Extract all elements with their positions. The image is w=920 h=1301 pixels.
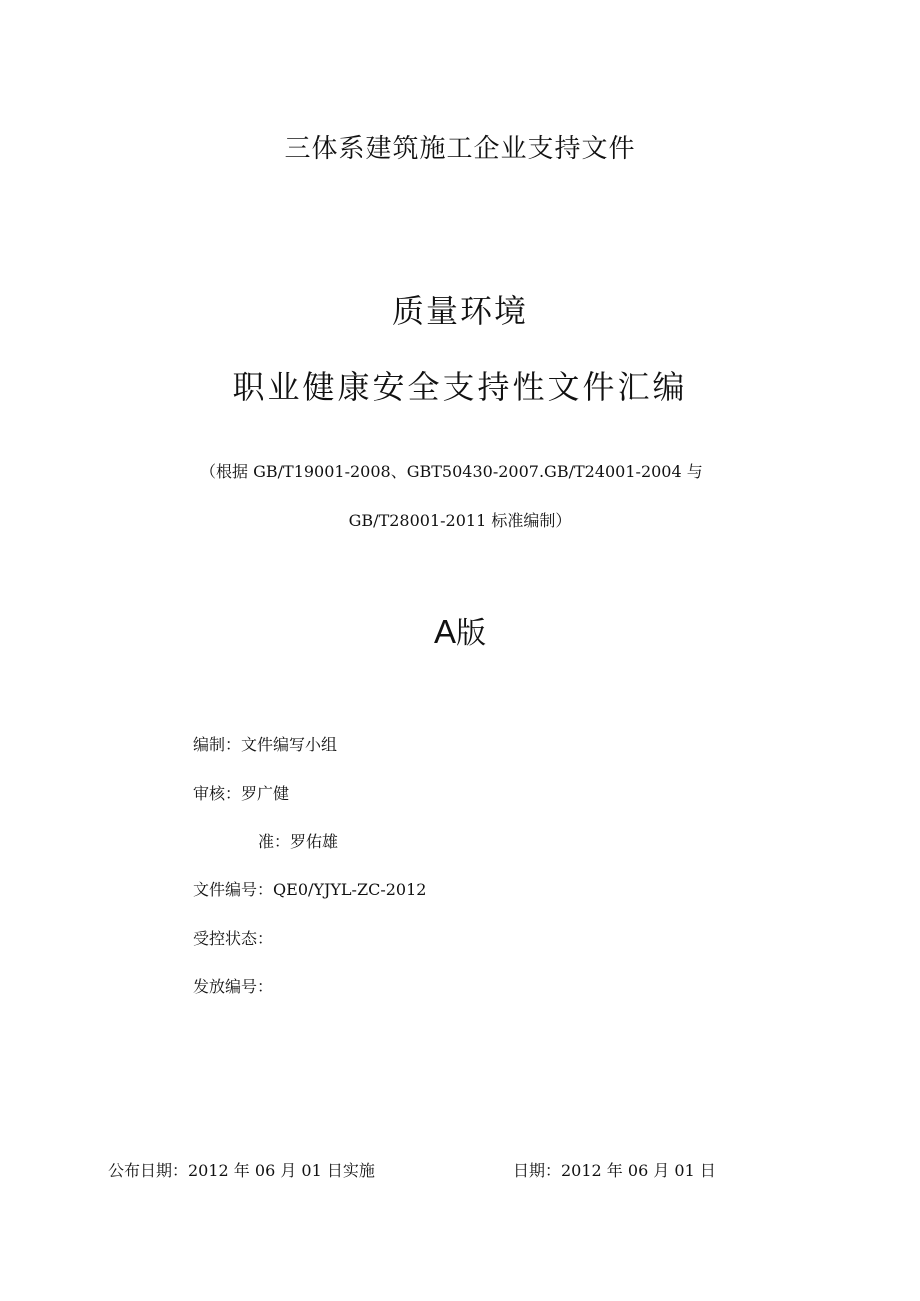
document-number-label: 文件编号： [193,880,274,899]
edition-label [0,608,920,652]
compile-row [193,732,337,755]
document-title-line1: 质量环境 [391,292,528,330]
edition-suffix: 版 [456,616,486,651]
standards-note-line1: （根据 GB/T19001-2008、GBT50430-2007.GB/T24001-2004 与 [200,462,703,481]
approve-value: 罗佑雄 [290,832,339,851]
control-status-label: 受控状态： [193,929,274,948]
edition-letter: A [433,613,456,650]
document-title-line2: 职业健康安全支持性文件汇编 [232,368,688,406]
review-row [193,781,289,804]
publish-date: 公布日期：2012 年 06 月 01 日实施 [108,1161,375,1180]
standards-note-line2: GB/T28001-2011 标准编制） [348,511,572,530]
document-number-value: QE0/YJYL-ZC-2012 [273,880,427,899]
issue-number-label: 发放编号： [193,977,274,996]
compile-label: 编制： [193,735,242,754]
issue-number-row [193,974,273,997]
review-value: 罗广健 [241,784,290,803]
control-status-row [193,926,273,949]
review-label: 审核： [193,784,242,803]
document-number-row [193,877,426,900]
effective-date: 日期：2012 年 06 月 01 日 [513,1161,716,1180]
document-subtitle: 三体系建筑施工企业支持文件 [284,134,636,164]
approve-row [258,829,338,852]
approve-label: 准： [258,832,291,851]
compile-value: 文件编写小组 [241,735,338,754]
